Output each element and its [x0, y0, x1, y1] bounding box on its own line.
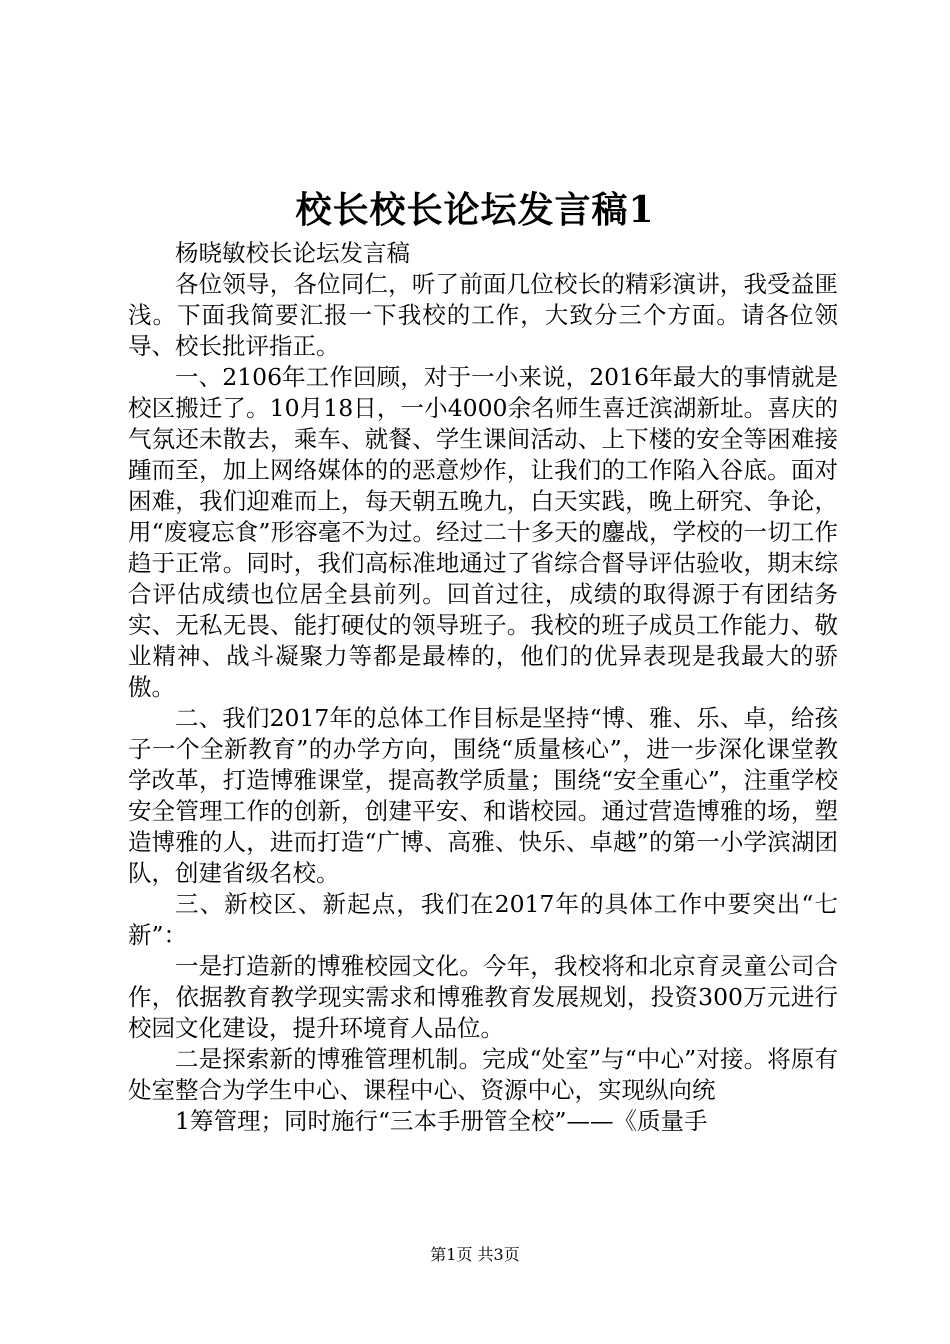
paragraph-review: 一、2106年工作回顾，对于一小来说，2016年最大的事情就是校区搬迁了。10月18日，一小4000余名师生喜迁滨湖新址。喜庆的气氛还未散去，乘车、就餐、学生课间活动、上下楼的安全等困难接踵而至，加上网络媒体的的恶意炒作，让我们的工作陷入谷底。面对困难，我们迎难而上，每天朝五晚九，白天实践，晚上研究、争论，用“废寝忘食”形容毫不为过。经过二十多天的鏖战，学校的一切工作趋于正常。同时，我们高标准地通过了省综合督导评估验收，期末综合评估成绩也位居全县前列。回首过往，成绩的取得源于有团结务实、无私无畏、能打硬仗的领导班子。我校的班子成员工作能力、敬业精神、战斗凝聚力等都是最棒的，他们的优异表现是我最大的骄傲。 [128, 363, 838, 701]
page-footer: 第1页 共3页 [430, 1245, 520, 1264]
document-body [128, 238, 838, 1137]
paragraph-culture: 一是打造新的博雅校园文化。今年，我校将和北京育灵童公司合作，依据教育教学现实需求和博雅教育发展规划，投资300万元进行校园文化建设，提升环境育人品位。 [128, 952, 838, 1042]
paragraph-management: 二是探索新的博雅管理机制。完成“处室”与“中心”对接。将原有处室整合为学生中心、课程中心、资源中心，实现纵向统 [128, 1045, 838, 1104]
paragraph-subtitle: 杨晓敏校长论坛发言稿 [175, 239, 410, 267]
document-title: 校长校长论坛发言稿1 [295, 189, 655, 231]
paragraph-greeting: 各位领导，各位同仁，听了前面几位校长的精彩演讲，我受益匪浅。下面我简要汇报一下我校的工作，大致分三个方面。请各位领导、校长批评指正。 [128, 270, 838, 360]
paragraph-seven-new: 三、新校区、新起点，我们在2017年的具体工作中要突出“七新”： [128, 890, 838, 949]
paragraph-goals: 二、我们2017年的总体工作目标是坚持“博、雅、乐、卓，给孩子一个全新教育”的办学方向，围绕“质量核心”，进一步深化课堂教学改革，打造博雅课堂，提高教学质量；围绕“安全重心”，注重学校安全管理工作的创新，创建平安、和谐校园。通过营造博雅的场，塑造博雅的人，进而打造“广博、高雅、快乐、卓越”的第一小学滨湖团队，创建省级名校。 [128, 704, 838, 887]
paragraph-handbook: 1筹管理；同时施行“三本手册管全校”——《质量手 [175, 1107, 708, 1135]
